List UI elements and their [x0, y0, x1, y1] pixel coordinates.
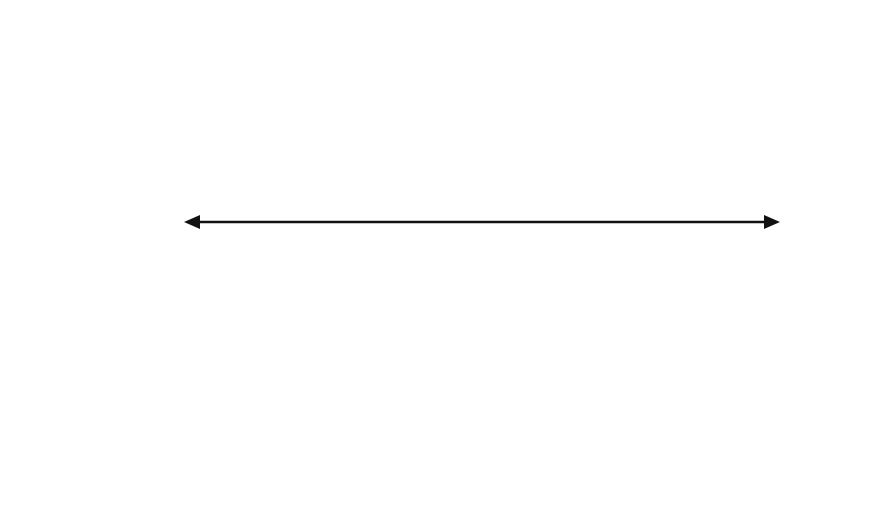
left-arrow-head: [184, 215, 200, 229]
right-arrow-head: [764, 215, 780, 229]
